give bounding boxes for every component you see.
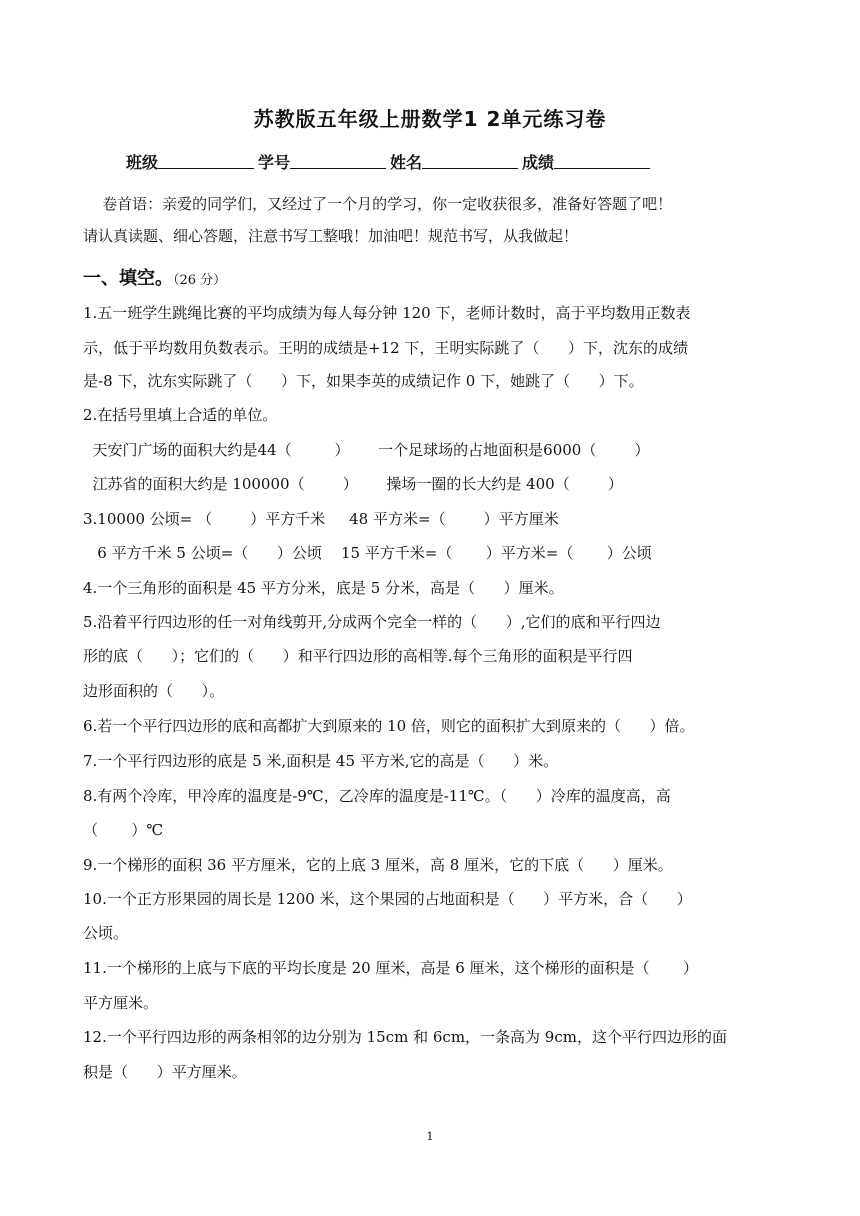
question-line: 12.一个平行四边形的两条相邻的边分别为 15cm 和 6cm，一条高为 9cm，这个平行四边形的面 bbox=[83, 1028, 727, 1046]
section-title: 一、填空。 bbox=[83, 268, 173, 289]
question-line: 积是（ ）平方厘米。 bbox=[83, 1063, 247, 1081]
worksheet-title: 苏教版五年级上册数学1 2单元练习卷 bbox=[253, 107, 607, 131]
score-label: 成绩 bbox=[522, 153, 555, 172]
page-number: 1 bbox=[426, 1130, 434, 1143]
question-line: 8.有两个冷库，甲冷库的温度是-9℃，乙冷库的温度是-11℃。（ ）冷库的温度高，高 bbox=[83, 787, 671, 805]
question-line: 10.一个正方形果园的周长是 1200 米，这个果园的占地面积是（ ）平方米，合（ ） bbox=[83, 890, 692, 908]
question-line: 4.一个三角形的面积是 45 平方分米，底是 5 分米，高是（ ）厘米。 bbox=[83, 579, 564, 597]
question-line: 5.沿着平行四边形的任一对角线剪开,分成两个完全一样的（ ）,它们的底和平行四边 bbox=[83, 613, 661, 631]
student-number-blank[interactable] bbox=[290, 150, 386, 169]
question-line: 11.一个梯形的上底与下底的平均长度是 20 厘米，高是 6 厘米，这个梯形的面积是（ ） bbox=[83, 959, 698, 977]
student-info-row bbox=[126, 150, 654, 173]
question-line: 边形面积的（ ）。 bbox=[83, 682, 225, 700]
class-blank[interactable] bbox=[158, 150, 254, 169]
name-label: 姓名 bbox=[390, 153, 423, 172]
question-line: 7.一个平行四边形的底是 5 米,面积是 45 平方米,它的高是（ ）米。 bbox=[83, 752, 559, 770]
score-blank[interactable] bbox=[554, 150, 650, 169]
preface-line-1: 卷首语：亲爱的同学们，又经过了一个月的学习，你一定收获很多，准备好答题了吧！ bbox=[83, 195, 673, 213]
question-line: 公顷。 bbox=[83, 924, 129, 942]
question-line: 江苏省的面积大约是 100000（ ） 操场一圈的长大约是 400（ ） bbox=[83, 475, 623, 493]
name-blank[interactable] bbox=[422, 150, 518, 169]
question-line: 6.若一个平行四边形的底和高都扩大到原来的 10 倍，则它的面积扩大到原来的（ ）倍。 bbox=[83, 717, 695, 735]
question-line: 2.在括号里填上合适的单位。 bbox=[83, 406, 278, 424]
question-line: 1.五一班学生跳绳比赛的平均成绩为每人每分钟 120 下，老师计数时，高于平均数用正数表 bbox=[83, 304, 691, 322]
question-line: 3.10000 公顷= （ ）平方千米 48 平方米=（ ）平方厘米 bbox=[83, 510, 559, 528]
question-line: 是-8 下，沈东实际跳了（ ）下，如果李英的成绩记作 0 下，她跳了（ ）下。 bbox=[83, 372, 644, 390]
section-heading bbox=[83, 264, 226, 290]
section-points: （26 分） bbox=[173, 273, 227, 288]
question-line: 平方厘米。 bbox=[83, 994, 159, 1012]
question-line: 示，低于平均数用负数表示。王明的成绩是+12 下，王明实际跳了（ ）下，沈东的成绩 bbox=[83, 339, 689, 357]
question-line: 6 平方千米 5 公顷=（ ）公顷 15 平方千米=（ ）平方米=（ ）公顷 bbox=[83, 544, 652, 562]
question-line: 天安门广场的面积大约是44（ ） 一个足球场的占地面积是6000（ ） bbox=[83, 441, 650, 459]
class-label: 班级 bbox=[126, 153, 159, 172]
question-line: （ ）℃ bbox=[83, 821, 164, 839]
question-line: 9.一个梯形的面积 36 平方厘米，它的上底 3 厘米，高 8 厘米，它的下底（ ）厘米。 bbox=[83, 856, 673, 874]
question-line: 形的底（ ）；它们的（ ）和平行四边形的高相等.每个三角形的面积是平行四 bbox=[83, 647, 633, 665]
student-number-label: 学号 bbox=[258, 153, 291, 172]
preface-line-2: 请认真读题、细心答题，注意书写工整哦！加油吧！规范书写，从我做起！ bbox=[83, 227, 579, 245]
